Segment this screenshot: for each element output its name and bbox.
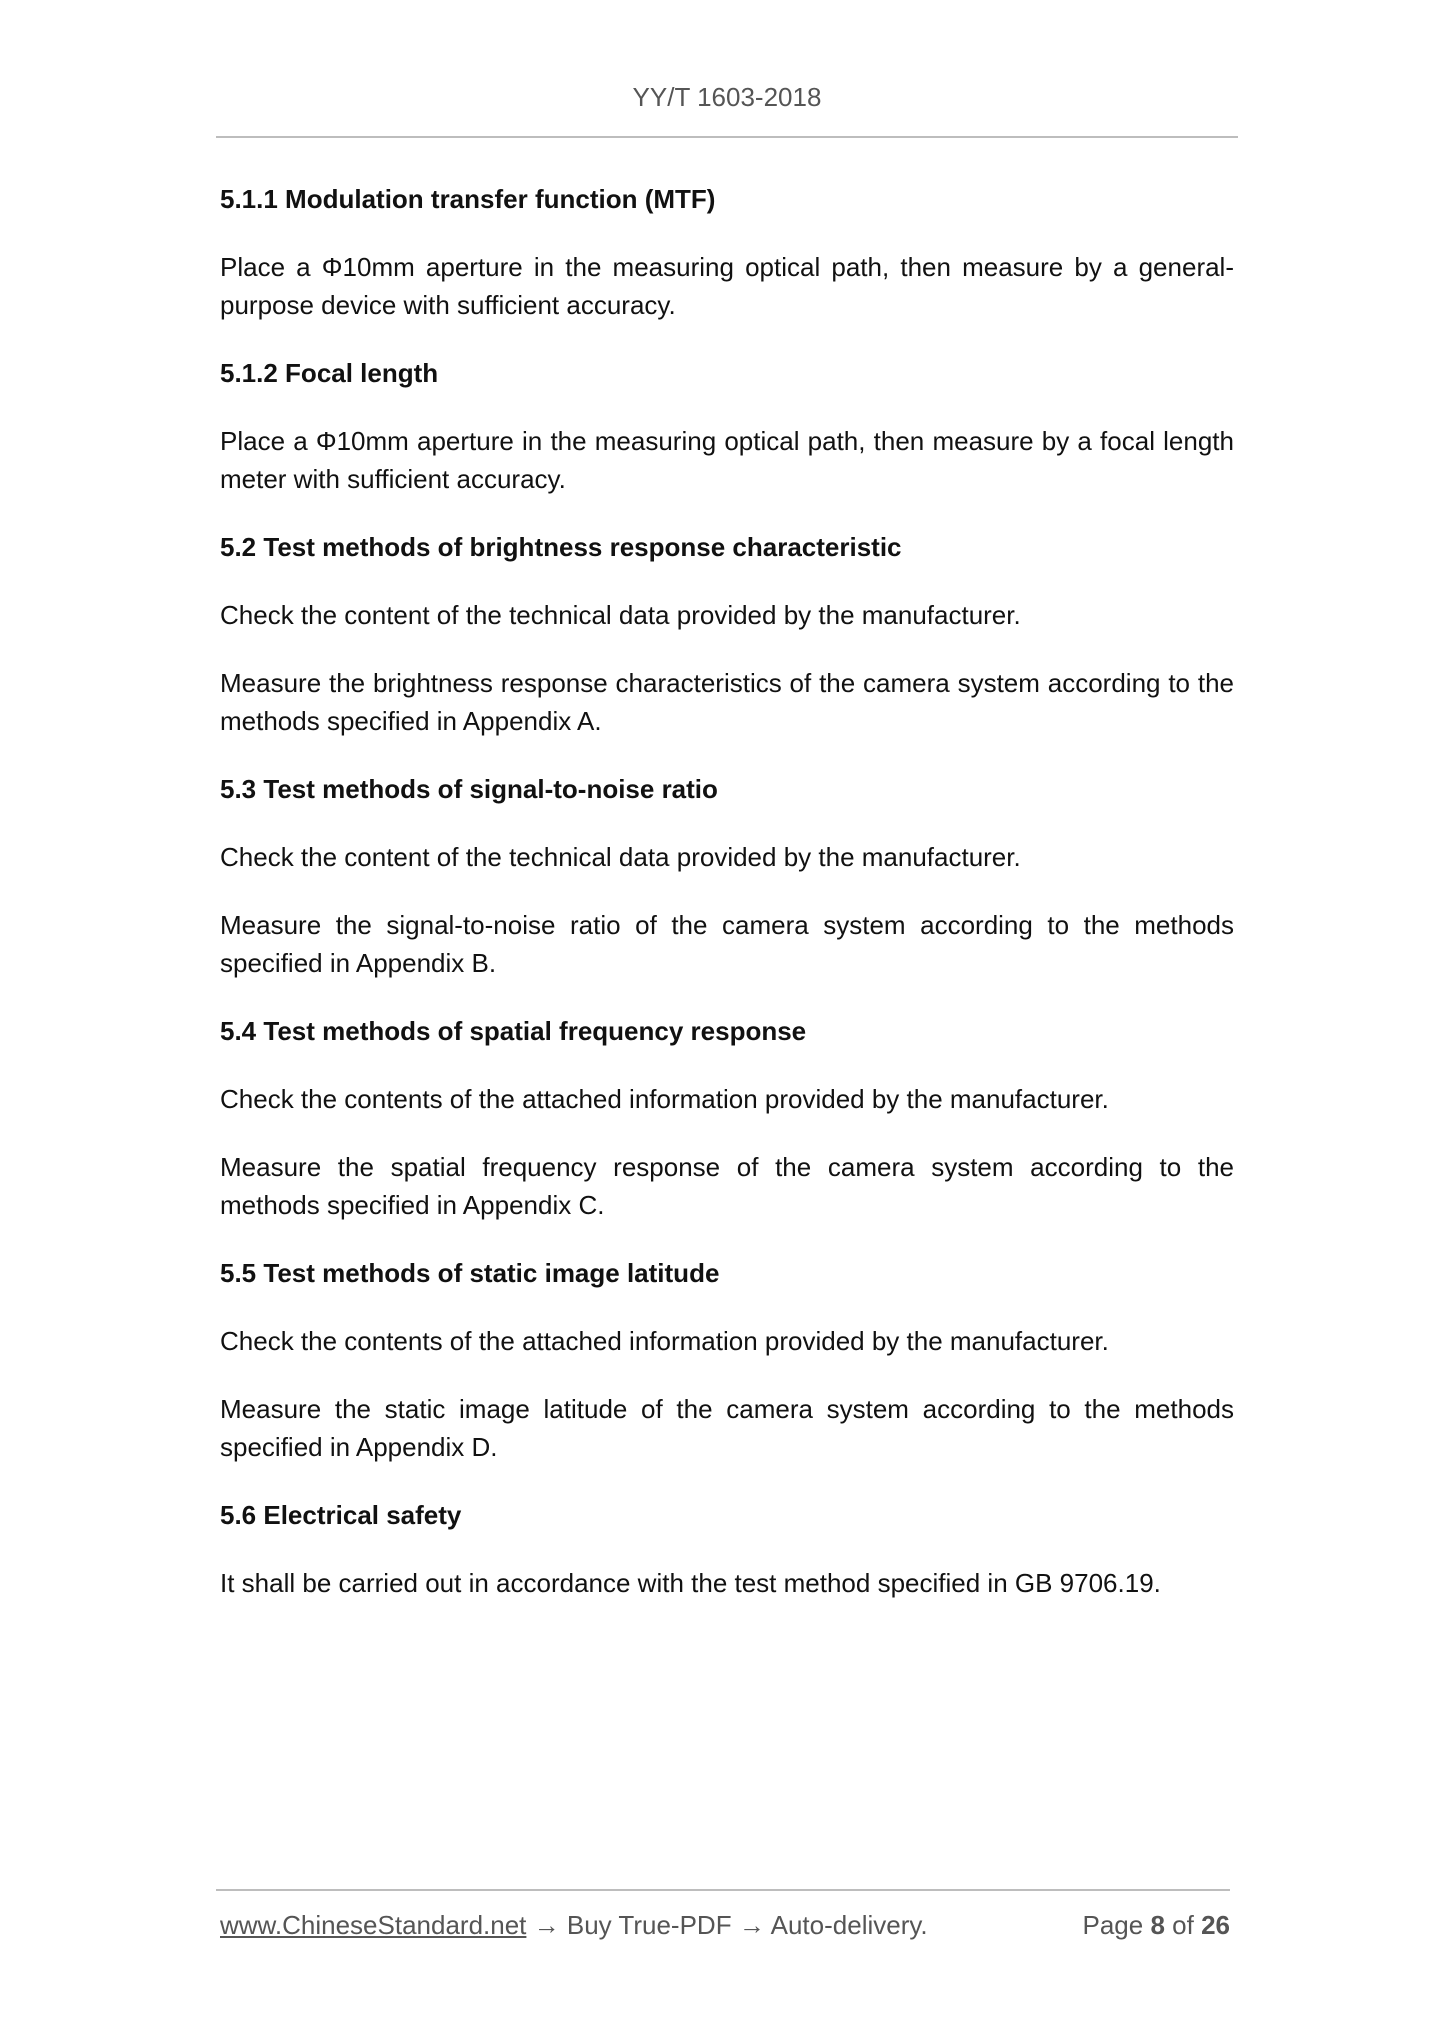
section-paragraph: It shall be carried out in accordance with the test method specified in GB 9706.19. <box>220 1568 1161 1598</box>
section-paragraph: Check the contents of the attached information provided by the manufacturer. <box>220 1084 1109 1114</box>
section-5-3 <box>220 770 1234 982</box>
section-paragraph: Check the contents of the attached information provided by the manufacturer. <box>220 1326 1109 1356</box>
section-5-4 <box>220 1012 1234 1224</box>
section-5-6 <box>220 1496 1234 1602</box>
section-paragraph: Check the content of the technical data provided by the manufacturer. <box>220 842 1021 872</box>
page-word: Page <box>1082 1910 1144 1940</box>
section-heading: 5.5 Test methods of static image latitude <box>220 1258 720 1288</box>
header-divider <box>216 136 1238 138</box>
section-heading: 5.3 Test methods of signal-to-noise ratio <box>220 774 718 804</box>
section-heading: 5.1.2 Focal length <box>220 358 439 388</box>
auto-delivery-text: Auto-delivery. <box>770 1910 928 1940</box>
arrow-right-icon: → <box>738 1910 765 1940</box>
section-5-2 <box>220 528 1234 740</box>
section-paragraph: Measure the brightness response characteristics of the camera system according to the methods specified in Appendix A. <box>220 668 1234 736</box>
document-body <box>220 180 1234 1632</box>
section-5-1-2 <box>220 354 1234 498</box>
section-heading: 5.2 Test methods of brightness response characteristic <box>220 532 902 562</box>
arrow-right-icon: → <box>533 1910 560 1940</box>
section-5-5 <box>220 1254 1234 1466</box>
website-link[interactable]: www.ChineseStandard.net <box>220 1910 527 1940</box>
section-5-1-1 <box>220 180 1234 324</box>
page-header <box>216 82 1238 113</box>
section-heading: 5.4 Test methods of spatial frequency response <box>220 1016 807 1046</box>
section-heading: 5.1.1 Modulation transfer function (MTF) <box>220 184 716 214</box>
section-paragraph: Measure the static image latitude of the camera system according to the methods specified in Appendix D. <box>220 1394 1234 1462</box>
page-number <box>1082 1906 1230 1944</box>
section-heading: 5.6 Electrical safety <box>220 1500 462 1530</box>
section-paragraph: Check the content of the technical data provided by the manufacturer. <box>220 600 1021 630</box>
section-paragraph: Place a Φ10mm aperture in the measuring optical path, then measure by a general-purpose device with sufficient accuracy. <box>220 252 1234 320</box>
section-paragraph: Measure the spatial frequency response of the camera system according to the methods specified in Appendix C. <box>220 1152 1234 1220</box>
of-word: of <box>1172 1910 1194 1940</box>
document-code: YY/T 1603-2018 <box>632 82 822 112</box>
page-total: 26 <box>1201 1910 1230 1940</box>
section-paragraph: Measure the signal-to-noise ratio of the camera system according to the methods specified in Appendix B. <box>220 910 1234 978</box>
footer-links <box>220 1906 928 1944</box>
buy-true-pdf-text: Buy True-PDF <box>566 1910 732 1940</box>
section-paragraph: Place a Φ10mm aperture in the measuring optical path, then measure by a focal length meter with sufficient accuracy. <box>220 426 1234 494</box>
page-current: 8 <box>1150 1910 1165 1940</box>
footer-divider <box>216 1889 1230 1891</box>
